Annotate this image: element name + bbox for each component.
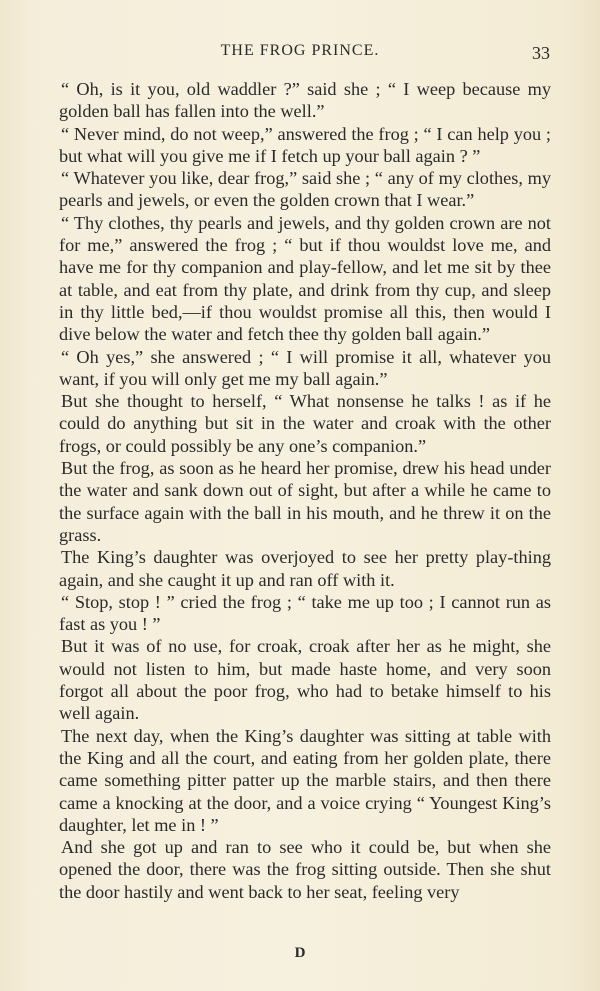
paragraph: But it was of no use, for croak, croak after her as he might, she would not listen to him, but made haste home, and very soon forgot all about the poor frog, who had to betake himself to his well again.	[59, 636, 551, 724]
paragraph: But she thought to herself, “ What nonsense he talks ! as if he could do anything but sit in the water and croak with the other frogs, or could possibly be any one’s companion.”	[59, 391, 551, 456]
paragraph: The King’s daughter was overjoyed to see her pretty play-thing again, and she caught it up and ran off with it.	[59, 547, 551, 590]
running-head	[0, 42, 600, 64]
paragraph: “ Whatever you like, dear frog,” said she ; “ any of my clothes, my pearls and jewels, or even the golden crown that I wear.”	[59, 168, 551, 211]
paragraph: “ Oh, is it you, old waddler ?” said she ; “ I weep because my golden ball has fallen into the well.”	[59, 79, 551, 122]
paragraph: “ Thy clothes, thy pearls and jewels, and thy golden crown are not for me,” answered the frog ; “ but if thou wouldst love me, and have me for thy companion and play-fellow, and let me sit by thee at table, and eat from thy plate, and drink from thy cup, and sleep in thy little bed,—if thou wouldst promise all this, then would I dive below the water and fetch thee thy golden ball again.”	[59, 212, 551, 345]
paragraph: But the frog, as soon as he heard her promise, drew his head under the water and sank down out of sight, but after a while he came to the surface again with the ball in his mouth, and he threw it on the grass.	[59, 458, 551, 545]
paragraph: And she got up and ran to see who it could be, but when she opened the door, there was the frog sitting outside. Then she shut the door hastily and went back to her seat, feeling very	[59, 837, 551, 902]
paragraph: The next day, when the King’s daughter was sitting at table with the King and all the court, and eating from her golden plate, there came something pitter patter up the marble stairs, and then there came a knocking at the door, and a voice crying “ Youngest King’s daughter, let me in ! ”	[59, 725, 551, 835]
paragraph: “ Never mind, do not weep,” answered the frog ; “ I can help you ; but what will you give me if I fetch up your ball again ? ”	[59, 123, 551, 166]
page-number: 33	[532, 43, 550, 63]
paragraph: “ Oh yes,” she answered ; “ I will promise it all, whatever you want, if you will only get me my ball again.”	[59, 346, 551, 389]
paragraph: “ Stop, stop ! ” cried the frog ; “ take me up too ; I cannot run as fast as you ! ”	[59, 591, 551, 635]
running-title: THE FROG PRINCE.	[220, 42, 380, 59]
signature-mark: D	[294, 945, 306, 961]
body-text	[59, 78, 551, 903]
